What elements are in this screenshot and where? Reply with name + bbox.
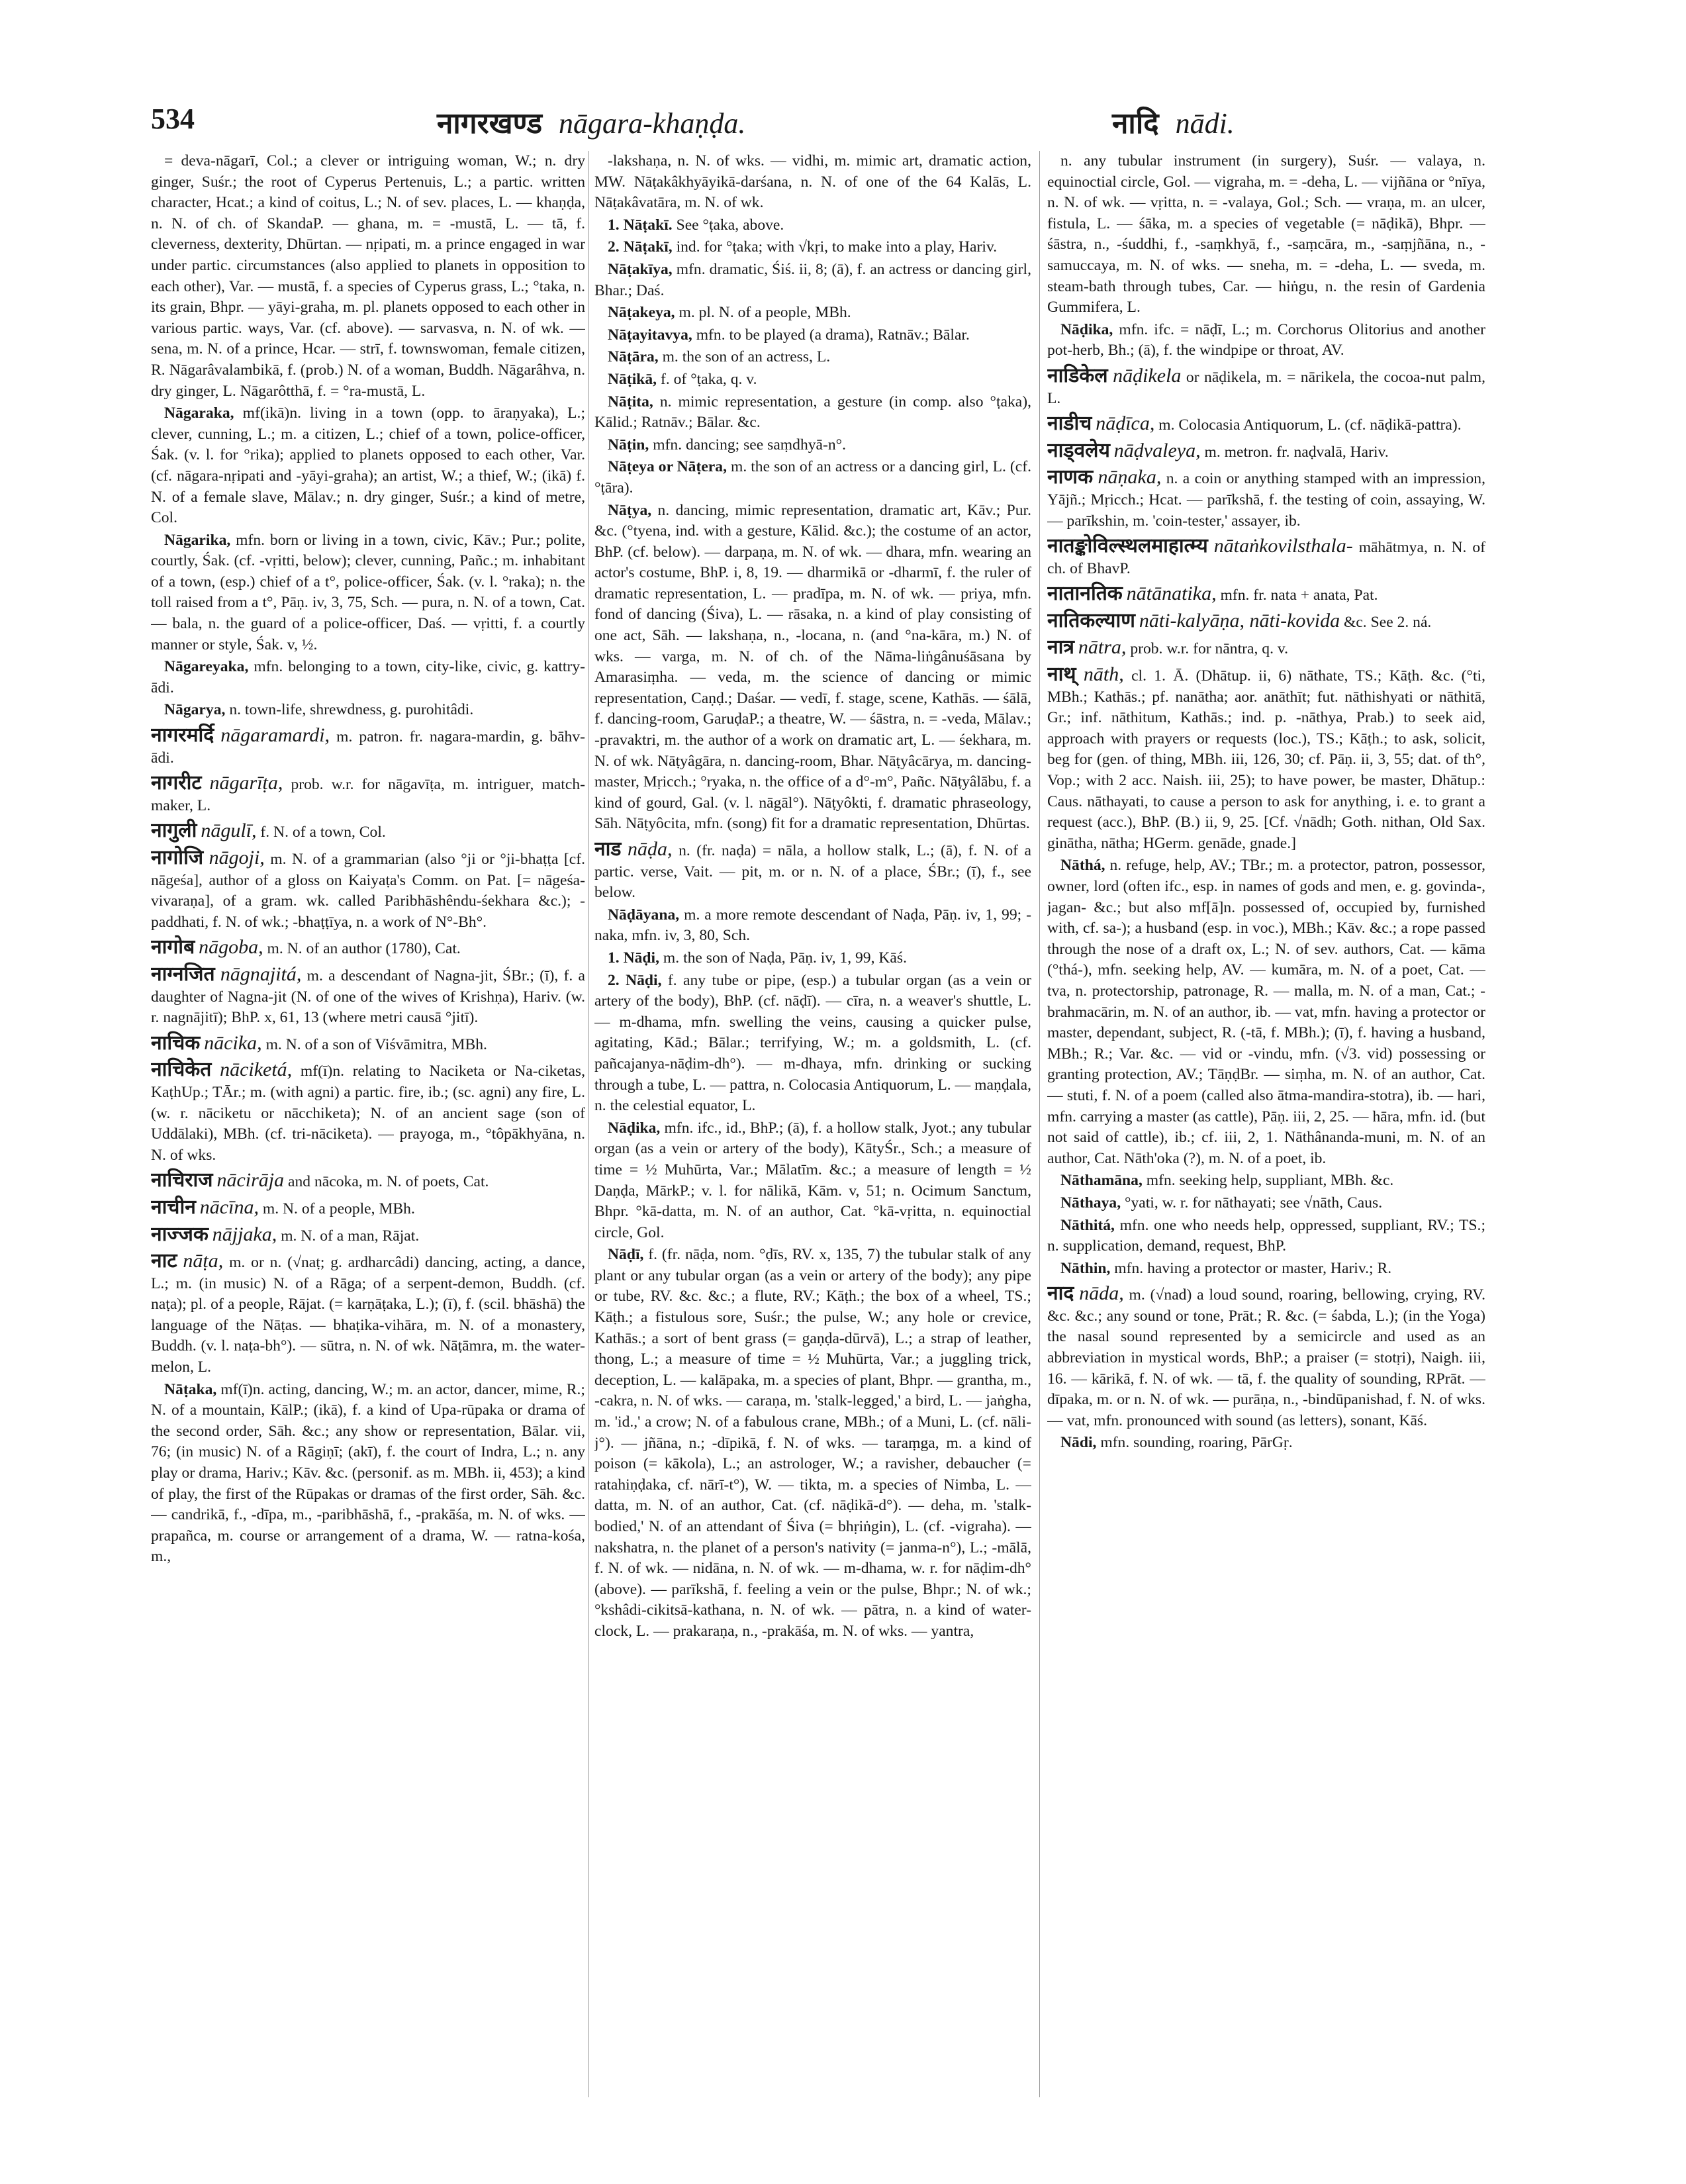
dictionary-entry [151, 700, 585, 721]
dictionary-entry [1047, 365, 1485, 409]
headword-translit: nāḍīca, [1096, 412, 1155, 435]
headword-translit: nāgnajitá, [220, 963, 302, 985]
entry-definition: f. N. of a town, Col. [260, 824, 386, 841]
entry-definition: m. patron. fr. nagara-mardin, g. bāhv-ādi. [151, 728, 585, 767]
entry-definition: n. town-life, shrewdness, g. purohitâdi. [229, 701, 474, 719]
dictionary-entry [1047, 151, 1485, 318]
entry-definition: n. any tubular instrument (in surgery), Suśr. — valaya, n. equinoctial circle, Gol. — vigraha, m. = -deha, L. — vijñāna or °nīya, n. N. of wk. — vṛitta, n. = -valaya, Gol.; Sch. — vraṇa, m. an ulcer, fistula, L. — śāka, m. a species of vegetable (= nāḍikā), Bhpr. — śāstra, n., -śuddhi, f., -saṃkhyā, f., -saṃcāra, m., -saṃjñāna, n., -samuccaya, m. N. of wks. — sneha, m. = -deha, L. — sveda, m. steam-bath through tubes, Car. — hiṅgu, n. the resin of Gardenia Gummifera, L. [1047, 152, 1485, 316]
headword-translit: nāṇaka, [1098, 466, 1162, 489]
headword-sub: Nāthaya, [1060, 1194, 1121, 1211]
headword-devanagari: नाडीच [1047, 412, 1092, 436]
entry-definition: mfn. to be played (a drama), Ratnāv.; Bālar. [696, 326, 970, 344]
headword-sub: Nāthamāna, [1060, 1172, 1143, 1190]
headword-sub: Nāgaraka, [164, 404, 234, 422]
headword-translit: nāgaramardi, [220, 724, 330, 747]
entry-definition: f. any tube or pipe, (esp.) a tubular organ (as a vein or artery of the body), BhP. (cf. nāḍī). — cīra, n. a weaver's shuttle, L. — m-dhama, mfn. swelling the veins, causing a quicker pulse, agitating, Kād.; Bālar.; terrifying, W.; m. a goldsmith, L. (cf. pañcajanya-nāḍim-dh°). — m-dhaya, mfn. drinking or sucking through a tube, L. — pattra, n. Colocasia Antiquorum, L. — maṇḍala, n. the celestial equator, L. [594, 971, 1031, 1115]
dictionary-entry [1047, 1258, 1485, 1280]
dictionary-entry [151, 530, 585, 656]
dictionary-entry [151, 964, 585, 1029]
dictionary-entry [151, 1170, 585, 1193]
headword-devanagari: नाचीन [151, 1195, 196, 1219]
entry-definition: prob. w.r. for nāgavīṭa, m. intriguer, match-maker, L. [151, 776, 585, 814]
headword-devanagari: नाडिकेल [1047, 363, 1108, 387]
entry-definition: mfn. sounding, roaring, PārGṛ. [1100, 1434, 1293, 1452]
headword-devanagari: नातानतिक [1047, 582, 1123, 606]
headword-devanagari: नाड्वलेय [1047, 438, 1110, 462]
entry-definition: m. Colocasia Antiquorum, L. (cf. nāḍikā-pattra). [1158, 416, 1462, 434]
dictionary-entry [1047, 610, 1485, 634]
headword-translit: nāgarīṭa, [209, 772, 283, 794]
dictionary-entry [1047, 320, 1485, 361]
headword-devanagari: नागरमर्दि [151, 724, 214, 747]
headword-sub: Nāṭaka, [164, 1380, 217, 1398]
entry-definition: m. the son of an actress or a dancing girl, L. (cf. °ṭāra). [594, 458, 1031, 497]
headword-translit: nāḍvaleya, [1113, 439, 1201, 461]
headword-translit: nāṭa, [183, 1250, 224, 1272]
dictionary-entry [594, 457, 1031, 499]
entry-definition: n. mimic representation, a gesture (in comp. also °ṭaka), Kālid.; Ratnāv.; Bālar. &c. [594, 393, 1031, 432]
running-head-left [437, 102, 745, 142]
dictionary-entry [594, 392, 1031, 434]
dictionary-entry [151, 1380, 585, 1568]
dictionary-entry [1047, 637, 1485, 660]
headword-translit: nāgoba, [199, 936, 263, 959]
entry-definition: m. N. of a son of Viśvāmitra, MBh. [265, 1035, 487, 1053]
entry-definition: mfn. fr. nata + anata, Pat. [1220, 587, 1378, 604]
dictionary-entry [1047, 536, 1485, 579]
entry-definition: m. a more remote descendant of Naḍa, Pāṇ. iv, 1, 99; -naka, mfn. iv, 3, 80, Sch. [594, 906, 1031, 945]
dictionary-entry [151, 151, 585, 402]
entry-definition: &c. See 2. ná. [1343, 613, 1432, 631]
headword-devanagari: नात्र [1047, 636, 1074, 659]
entry-definition: mfn. dancing; see saṃdhyā-n°. [653, 436, 847, 453]
entry-definition: n. dancing, mimic representation, dramatic art, Kāv.; Pur. &c. (°tyena, ind. with a gesture, Kālid. &c.); the costume of an actor, BhP. (cf. below). — darpaṇa, m. N. of wk. — dhara, mfn. wearing an actor's costume, BhP. i, 8, 19. — dharmikā or -dharmī, f. the ruler of dramatic representation, L. — pradīpa, m. N. of wk. — priya, mfn. fond of dancing (Śiva), L. — rāsaka, n. a kind of play consisting of one act, Sāh. — lakshaṇa, n., -locana, n. (and °na-kāra, m.) N. of wks. — varga, m. N. of ch. of the Nāma-liṅgânuśāsana by Amarasiṃha. — veda, m. the science of dancing or mimic representation, Caṇḍ.; Daśar. — vedī, f. stage, scene, Kathās. — śālā, f. dancing-room, GaruḍaP.; a theatre, W. — śāstra, n. = -veda, Mālav.; -pravaktri, m. the author of a work on dramatic art, L. — śekhara, m. N. of wk. Nāṭyâgāra, n. dancing-room, Bhar. Nāṭyâcārya, m. dancing-master, Mṛicch.; °ryaka, n. the office of a d°-m°, Pañc. Nāṭyâlābu, f. a kind of gourd, Gal. (v. l. nāgāl°). Nāṭyôkti, f. dramatic phraseology, Sāh. Nāṭyôcita, mfn. (song) fit for a dramatic representation, Dhūrtas. [594, 501, 1031, 833]
dictionary-entry [151, 403, 585, 529]
entry-definition: m. the son of an actress, L. [662, 348, 831, 366]
headword-sub: Nāṭāra, [608, 348, 659, 366]
dictionary-entry [1047, 664, 1485, 854]
headword-translit: nācirāja [216, 1169, 285, 1192]
entry-definition: mf(ī)n. acting, dancing, W.; m. an actor, dancer, mime, R.; N. of a mountain, KālP.; (ikā), f. a kind of Upa-rūpaka or drama of the second order, Sāh. &c.; any show or representation, Bālar. vii, 76; (in music) N. of a Rāgiṇī; (akī), f. the court of Indra, L.; n. any play or drama, Hariv.; Kāv. &c. (personif. as m. MBh. ii, 453); a kind of play, the first of the Rūpakas or dramas of the first order, Sāh. &c. — candrikā, f., -dīpa, m., -paribhāshā, f., -prakāśa, m. N. of wks. — prapañca, m. course or arrangement of a drama, W. — ratna-kośa, m., [151, 1380, 585, 1566]
entry-definition: °yati, w. r. for nāthayati; see √nāth, Caus. [1125, 1194, 1383, 1211]
headword-devanagari: नाड [594, 837, 622, 861]
headword-sub: Nāṭayitavya, [608, 326, 692, 344]
entry-definition: = deva-nāgarī, Col.; a clever or intriguing woman, W.; n. dry ginger, Suśr.; the root of Cyperus Pertenuis, L.; a partic. written character, Hcat.; a kind of coitus, L.; N. of sev. places, L. — khaṇḍa, n. N. of ch. of SkandaP. — ghana, m. = -mustā, L. — tā, f. cleverness, dexterity, Dhūrtan. — nṛipati, m. a prince engaged in war under partic. circumstances (also applied to planets in opposition to each other), Var. — mustā, f. a species of Cyperus grass, L.; °taka, n. its grain, Bhpr. — yāyi-graha, m. pl. planets opposed to each other in various partic. ways, Var. (cf. above). — sarvasva, n. N. of wk. — sena, m. N. of a prince, Hcar. — strī, f. townswoman, female citizen, R. Nāgarâvalambikā, f. (prob.) N. of a woman, Buddh. Nāgarâhva, n. dry ginger, L. Nāgarôtthā, f. = °ra-mustā, L. [151, 152, 585, 400]
entry-definition: mfn. born or living in a town, civic, Kāv.; Pur.; polite, courtly, Śak. (cf. -vṛitti, below); clever, cunning, Pañc.; m. inhabitant of a town, (esp.) chief of a t°, police-officer, Śak. (v. l. °raka); n. the toll raised from a t°, Pāṇ. iv, 3, 75, Sch. — pura, n. N. of a town, Cat. — bala, n. the guard of a police-officer, Daś. — vṛitti, f. a courtly manner or style, Śak. v, ½. [151, 531, 585, 653]
entry-definition: mfn. ifc. = nāḍī, L.; m. Corchorus Olitorius and another pot-herb, Bh.; (ā), f. the windpipe or throat, AV. [1047, 320, 1485, 359]
headword-translit: nācīna, [199, 1196, 259, 1218]
headword-devanagari: नागोब [151, 935, 195, 959]
headword-translit: nāḍikela [1113, 364, 1182, 387]
headword-sub: Nāthá, [1060, 857, 1105, 875]
dictionary-entry [151, 1251, 585, 1378]
headword-sub: 1. Nāṭakī. [608, 216, 673, 234]
entry-definition: mfn. having a protector or master, Hariv.; R. [1114, 1259, 1392, 1277]
entry-definition: mf(ikā)n. living in a town (opp. to āraṇyaka), L.; clever, cunning, L.; m. a citizen, L.; chief of a town, police-officer, Śak. (v. l. for °rika); applied to planets opposed to each other, Var. (cf. nāgara-nṛipati and -yāyi-graha); an artist, W.; a thief, W.; (ikā) f. N. of a female slave, Mālav.; n. dry ginger, Suśr.; a kind of metre, Col. [151, 404, 585, 527]
headword-devanagari: नाचिराज [151, 1168, 213, 1192]
headword-sub: Nāgarya, [164, 701, 226, 719]
headword-sub: Nāḍika, [608, 1119, 661, 1137]
headword-translit: nātānatika, [1126, 583, 1217, 605]
headword-translit: nāgoji, [209, 847, 265, 869]
entry-definition: or nāḍikela, m. = nārikela, the cocoa-nut palm, L. [1047, 368, 1485, 407]
dictionary-entry [594, 971, 1031, 1117]
dictionary-entry [1047, 1215, 1485, 1257]
entry-definition: m. pl. N. of a people, MBh. [679, 304, 851, 322]
headword-sub: Nāṭakīya, [608, 260, 673, 278]
entry-definition: mfn. seeking help, suppliant, MBh. &c. [1146, 1172, 1394, 1190]
dictionary-entry [151, 1197, 585, 1220]
headword-sub: 2. Nāṭakī, [608, 238, 673, 256]
headword-devanagari: नाथ् [1047, 663, 1076, 687]
entry-definition: m. (√nad) a loud sound, roaring, bellowing, crying, RV. &c. &c.; any sound or tone, Prāt.; R. &c. (= śabda, L.); (in the Yoga) the nasal sound represented by a semicircle and used as an abbreviation in mystical words, BhP.; a praiser (= stotṛi), Naigh. iii, 16. — kārikā, f. N. of wk. — tā, f. the quality of sounding, RPrāt. — dīpaka, m. or n. N. of wk. — purāṇa, n., -bindūpanishad, f. N. of wks. — vat, mfn. pronounced with sound (as letters), sonant, Kāś. [1047, 1286, 1485, 1429]
headword-translit: nāciketá, [220, 1059, 293, 1081]
dictionary-entry [1047, 413, 1485, 436]
entry-definition: mfn. dramatic, Śiś. ii, 8; (ā), f. an actress or dancing girl, Bhar.; Daś. [594, 260, 1031, 299]
dictionary-entry [151, 847, 585, 933]
dictionary-entry [151, 1059, 585, 1166]
entry-definition: mf(ī)n. relating to Naciketa or Na-ciketas, KaṭhUp.; TĀr.; m. (with agni) a partic. fire, ib.; (sc. agni) any fire, L. (w. r. nāciketu or nācchiketa); N. of an ancient sage (son of Uddālaki), MBh. (cf. tri-nāciketa). — prayoga, m., °tôpākhyāna, n. N. of wks. [151, 1063, 585, 1164]
entry-definition: ind. for °ṭaka; with √kṛi, to make into a play, Hariv. [676, 238, 998, 256]
dictionary-entry [594, 948, 1031, 969]
headword-sub: Nāṭikā, [608, 370, 657, 388]
headword-devanagari: नाचिक [151, 1031, 201, 1055]
headword-translit: nātra, [1078, 636, 1127, 659]
headword-sub: Nāḍāyana, [608, 906, 680, 924]
headword-translit: nājjaka, [212, 1223, 277, 1245]
dictionary-entry [1047, 440, 1485, 463]
headword-translit: nāgulī, [201, 820, 257, 842]
headword-devanagari: नातङ्कोविल्स्थलमाहात्म्य [1047, 534, 1208, 558]
headword-sub: Nāṭita, [608, 393, 653, 410]
dictionary-entry [594, 369, 1031, 391]
headword-sub: 2. Nāḍi, [608, 971, 662, 989]
dictionary-entry [594, 347, 1031, 368]
headword-sub: Nāṭya, [608, 501, 652, 519]
headword-sub: Nāgareyaka, [164, 658, 249, 676]
dictionary-entry [594, 151, 1031, 214]
entry-definition: māhātmya, n. N. of ch. of BhavP. [1047, 539, 1485, 577]
dictionary-entry [151, 773, 585, 816]
headword-sub: Nādi, [1060, 1434, 1097, 1452]
headword-sub: Nāṭeya or Nāṭera, [608, 458, 727, 476]
headword-sub: Nāthin, [1060, 1259, 1111, 1277]
dictionary-entry [151, 937, 585, 960]
headword-devanagari: नाणक [1047, 465, 1094, 489]
headword-sub: Nāḍika, [1060, 320, 1113, 338]
headword-translit: nāḍa, [628, 838, 673, 860]
headword-sub: Nāṭakeya, [608, 304, 675, 322]
entry-definition: f. of °ṭaka, q. v. [660, 370, 757, 388]
dictionary-entry [594, 237, 1031, 258]
headword-devanagari: नाद [1047, 1282, 1074, 1306]
dictionary-entry [1047, 855, 1485, 1169]
dictionary-entry [1047, 1170, 1485, 1192]
dictionary-entry [594, 1118, 1031, 1244]
headword-translit: nāti-kalyāṇa, nāti-kovida [1139, 609, 1340, 632]
entry-definition: m. the son of Naḍa, Pāṇ. iv, 1, 99, Kāś. [663, 949, 907, 967]
column-divider [588, 151, 589, 2097]
dictionary-entry [151, 1224, 585, 1247]
running-head-left-translit: nāgara-khaṇḍa. [559, 107, 746, 140]
dictionary-entry [594, 500, 1031, 835]
dictionary-entry [151, 725, 585, 769]
headword-sub: Nāthitá, [1060, 1216, 1115, 1234]
entry-definition: m. N. of a man, Rājat. [281, 1227, 420, 1245]
dictionary-entry [594, 1245, 1031, 1642]
entry-definition: n. refuge, help, AV.; TBr.; m. a protector, patron, possessor, owner, lord (often ifc., esp. in names of gods and men, e. g. govinda-, jagan- &c.; but also mf[ā]n. possessed of, occupied by, furnished with, cf. sa-); a husband (esp. in voc.), MBh.; Kāv. &c.; a rope passed through the nose of a draft ox, L.; N. of sev. authors, Cat. — kāma (°thá-), mfn. seeking help, AV. — kumāra, m. N. of a poet, Cat. — tva, n. protectorship, patronage, R. — malla, m. N. of a man, Cat.; -brahmacārin, m. N. of an author, ib. — vat, mfn. having a protector or master, dependant, subject, R. (-tā, f. MBh.); (ī), f. having a husband, MBh.; R.; Var. &c. — vid or -vindu, mfn. (√3. vid) possessing or granting protection, AV.; TāṇḍBr. — siṃha, m. N. of an author, Cat. — stuti, f. N. of a poem (called also ātma-mandira-stotra), ib. — hari, mfn. carrying a master (as cattle), Pāṇ. iii, 2, 25. — hāra, mfn. id. (but not said of cattle), ib.; cf. iii, 2, 1. Nāthânanda-muni, m. N. of an author, Cat. Nāth'oka (?), m. N. of a poet, ib. [1047, 857, 1485, 1167]
dictionary-entry [1047, 583, 1485, 606]
entry-definition: mfn. one who needs help, oppressed, suppliant, RV.; TS.; n. supplication, demand, request, BhP. [1047, 1216, 1485, 1255]
dictionary-entry [1047, 467, 1485, 532]
entry-definition: m. or n. (√naṭ; g. ardharcâdi) dancing, acting, a dance, L.; m. (in music) N. of a Rāga; of a serpent-demon, Buddh. (cf. naṭa); pl. of a people, Rājat. (= karṇāṭaka, L.); (ī), f. (scil. bhāshā) the language of the Nāṭas. — bhaṭika-vihāra, m. N. of a monastery, Buddh. (v. l. naṭa-bh°). — sūtra, n. N. of wk. Nāṭāmra, m. the water-melon, L. [151, 1254, 585, 1376]
entry-definition: and nācoka, m. N. of poets, Cat. [288, 1173, 489, 1191]
running-header [132, 99, 1549, 146]
headword-devanagari: नाज्जक [151, 1222, 209, 1246]
headword-translit: nācika, [204, 1031, 262, 1054]
entry-definition: cl. 1. Ā. (Dhātup. ii, 6) nāthate, TS.; Kāṭh. &c. (°ti, MBh.; Kathās.; pf. nanātha; aor. anāthīt; fut. nāthishyati or nāthitā, Gr.; inf. nāthitum, Kathās.; ind. p. -nāthya, Prab.) to seek aid, approach with prayers or requests (loc.), TS.; Kāṭh.; to ask, solicit, beg for (gen. of thing, MBh. iii, 126, 30; cf. Pāṇ. ii, 3, 55; dat. of th°, Vop.; with 2 acc. Naish. iii, 25); to have power, be master, Dhātup.: Caus. nāthayati, to cause a person to ask for anything, i. e. to grant a request (acc.), BhP. (B.) ii, 9, 25. [Cf. √nādh; Goth. nithan, Old Sax. ginātha, nātha; HGerm. genāde, gnade.] [1047, 667, 1485, 852]
dictionary-entry [594, 325, 1031, 346]
headword-devanagari: नाट [151, 1249, 177, 1273]
entry-definition: m. a descendant of Nagna-jit, ŚBr.; (ī), f. a daughter of Nagna-jit (N. of one of the wives of Krishṇa), Hariv. (w. r. nagnājitī); BhP. x, 61, 13 (where metri causā °jitī). [151, 967, 585, 1027]
entry-definition: n. a coin or anything stamped with an impression, Yājñ.; Mṛicch.; Hcat. — parīkshā, f. the testing of coin, assaying, W. — parīkshin, m. 'coin-tester,' assayer, ib. [1047, 470, 1485, 530]
running-head-left-devanagari: नागरखण्ड [437, 107, 543, 140]
dictionary-entry [1047, 1193, 1485, 1214]
headword-devanagari: नागुली [151, 819, 197, 843]
headword-sub: Nāgarika, [164, 531, 231, 549]
dictionary-entry [594, 260, 1031, 301]
entry-definition: mfn. ifc., id., BhP.; (ā), f. a hollow stalk, Jyot.; any tubular organ (as a vein or artery of the body), KātyŚr., Sch.; a measure of time = ½ Muhūrta, Var.; Mālatīm. &c.; a measure of length = ½ Daṇḍa, MārkP.; v. l. for nālikā, Kām. v, 51; n. Ocimum Sanctum, Bhpr. °kā-datta, m. N. of an author, Cat. °kā-vṛitta, n. equinoctial circle, Gol. [594, 1119, 1031, 1241]
headword-translit: nāda, [1079, 1282, 1124, 1305]
headword-devanagari: नागोजि [151, 846, 204, 869]
headword-translit: nātaṅkovilsthala- [1213, 535, 1353, 557]
column-divider [1039, 151, 1040, 2097]
headword-sub: Nāṭin, [608, 436, 649, 453]
dictionary-entry [594, 839, 1031, 904]
entry-definition: m. metron. fr. naḍvalā, Hariv. [1204, 443, 1389, 461]
entry-definition: See °ṭaka, above. [676, 216, 784, 234]
dictionary-entry [1047, 1433, 1485, 1454]
column-2 [594, 151, 1031, 2111]
headword-sub: 1. Nāḍi, [608, 949, 660, 967]
entry-definition: -lakshaṇa, n. N. of wks. — vidhi, m. mimic art, dramatic action, MW. Nāṭakâkhyāyikā-darśana, n. N. of one of the 64 Kalās, L. Nāṭakâvatāra, m. N. of wk. [594, 152, 1031, 212]
running-head-right-devanagari: नादि [1112, 107, 1159, 140]
entry-definition: m. N. of a grammarian (also °ji or °ji-bhaṭṭa [cf. nāgeśa], author of a gloss on Kaiyaṭa's Comm. on Pat. [= nāgeśa-vivaraṇa], of a gram. wk. called Paribhāshêndu-śekhara &c.); -paddhati, f. N. of wk.; -bhaṭṭīya, n. a work of N°-Bh°. [151, 851, 585, 931]
entry-definition: m. N. of an author (1780), Cat. [267, 940, 461, 958]
dictionary-entry [151, 820, 585, 843]
entry-definition: n. (fr. naḍa) = nāla, a hollow stalk, L.; (ā), f. N. of a partic. verse, Vait. — pit, m. or n. N. of a place, ŚBr.; (ī), f., see below. [594, 842, 1031, 902]
running-head-right-translit: nādi. [1175, 107, 1235, 140]
entry-definition: f. (fr. nāḍa, nom. °ḍīs, RV. x, 135, 7) the tubular stalk of any plant or any tubular organ (as a vein or artery of the body); any pipe or tube, RV. &c. &c.; a flute, RV.; Kāṭh.; the box of a wheel, TS.; Kāṭh.; a fistulous sore, Suśr.; the pulse, W.; any hole or crevice, Kathās.; a sort of bent grass (= gaṇḍa-dūrvā), L.; a strap of leather, thong, L.; a measure of time = ½ Muhūrta, Var.; a juggling trick, deception, L. — kalāpaka, m. a species of plant, Bhpr. — grantha, m., -cakra, n. N. of wks. — caraṇa, m. 'stalk-legged,' a bird, L. — jaṅgha, m. 'id.,' a crow; N. of a fabulous crane, MBh.; of a Muni, L. (cf. nāli-j°). — jñāna, n.; -dīpikā, f. N. of wks. — taraṃga, m. a kind of poison (= kākola), L.; an astrologer, W.; a ravisher, debaucher (= ratahiṇḍaka, cf. nārī-t°), W. — tikta, m. a species of Nimba, L. — datta, m. N. of an author, Cat. (cf. nāḍikā-d°). — deha, m. 'stalk-bodied,' N. of an attendant of Śiva (= bhṛiṅgin), L. (cf. -vigraha). — nakshatra, n. the planet of a person's nativity (= janma-n°), L.; -mālā, f. N. of wk. — nidāna, n. N. of wk. — m-dhama, w. r. for nāḍim-dh° (above). — parīkshā, f. feeling a vein or the pulse, Bhpr.; N. of wk.; °kshâdi-cikitsā-kathana, n. N. of wk. — pātra, n. a kind of water-clock, L. — prakaraṇa, n., -prakāśa, m. N. of wks. — yantra, [594, 1246, 1031, 1640]
headword-devanagari: नातिकल्याण [1047, 608, 1135, 632]
headword-devanagari: नागरीट [151, 771, 202, 795]
entry-definition: mfn. belonging to a town, city-like, civic, g. kattry-ādi. [151, 658, 585, 696]
headword-translit: nāth, [1083, 663, 1124, 686]
dictionary-entry [151, 657, 585, 698]
dictionary-entry [151, 1033, 585, 1056]
entry-definition: m. N. of a people, MBh. [262, 1200, 415, 1217]
column-3 [1047, 151, 1485, 2111]
dictionary-entry [1047, 1283, 1485, 1431]
column-1 [151, 151, 585, 2111]
dictionary-entry [594, 435, 1031, 456]
running-head-right [1112, 102, 1235, 142]
dictionary-entry [594, 215, 1031, 236]
entry-definition: prob. w.r. for nāntra, q. v. [1130, 640, 1289, 658]
page-number: 534 [151, 103, 195, 135]
headword-sub: Nāḍī, [608, 1246, 644, 1264]
headword-devanagari: नाचिकेत [151, 1058, 212, 1082]
headword-devanagari: नाग्नजित [151, 962, 215, 986]
dictionary-entry [594, 303, 1031, 324]
dictionary-entry [594, 905, 1031, 947]
